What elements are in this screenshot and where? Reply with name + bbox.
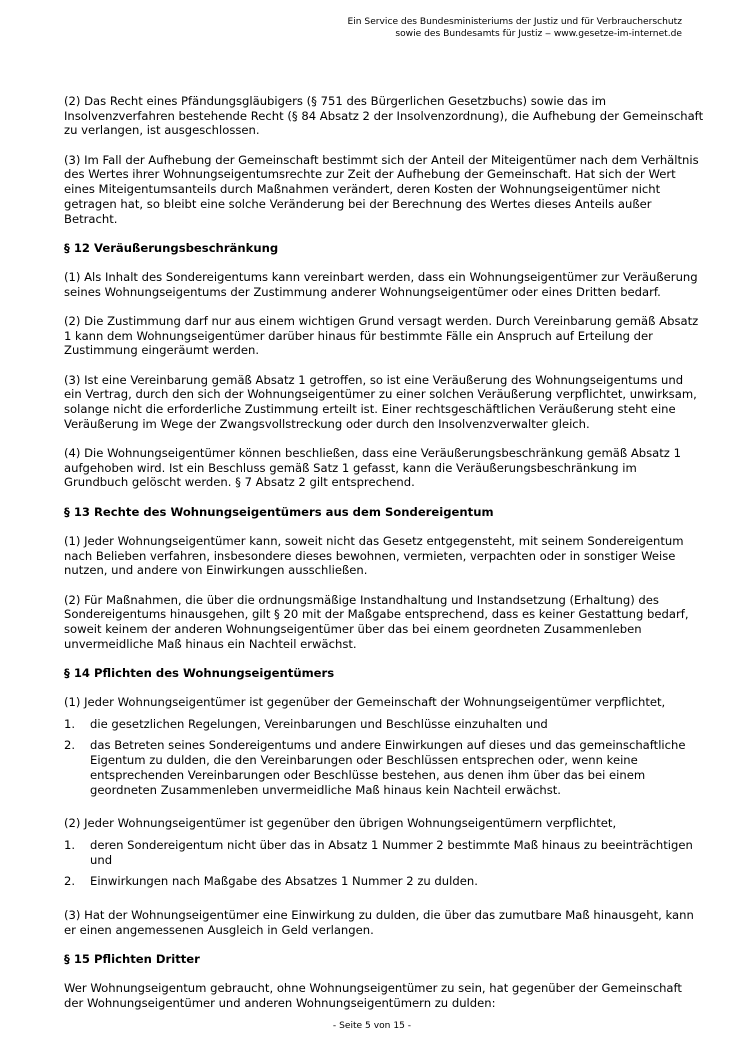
spacer — [64, 896, 704, 908]
paragraph-15: Wer Wohnungseigentum gebraucht, ohne Wohnungseigentümer zu sein, hat gegenüber der Gemeinschaft der Wohnungseigentümer und anderen Wohnungseigentümern zu dulden: — [64, 981, 682, 1010]
paragraph-14-3: (3) Hat der Wohnungseigentümer eine Einwirkung zu dulden, die über das zumutbare Maß hinausgeht, kann er einen angemessenen Ausgleich in Geld verlangen. — [64, 908, 694, 937]
paragraph-12-4: (4) Die Wohnungseigentümer können beschließen, dass eine Veräußerungsbeschränkung gemäß Absatz 1 aufgehoben wird. Ist ein Beschluss gemäß Satz 1 gefasst, kann die Veräußerungsbeschränkung im Grundbuch gelöscht werden. § 7 Absatz 2 gilt entsprechend. — [64, 446, 681, 490]
header-line-2: sowie des Bundesamts für Justiz ‒ www.gesetze-im-internet.de — [395, 29, 682, 39]
list-item-number: 2. — [64, 874, 76, 889]
list-item — [64, 838, 704, 867]
list-item-number: 1. — [64, 837, 76, 852]
page-header — [82, 16, 682, 40]
paragraph-14-1: (1) Jeder Wohnungseigentümer ist gegenüber der Gemeinschaft der Wohnungseigentümer verpflichtet, — [64, 695, 666, 710]
list-14-2 — [64, 838, 704, 889]
list-item-text: das Betreten seines Sondereigentums und andere Einwirkungen auf dieses und das gemeinschaftliche Eigentum zu dulden, die den Vereinbarungen oder Beschlüssen entsprechen oder, wenn keine entsprechenden Vereinbarungen oder Beschlüsse bestehen, aus denen ihm über das bei einem geordneten Zusammenleben unvermeidliche Maß hinaus kein Nachteil erwächst. — [90, 738, 686, 797]
section-heading-13: § 13 Rechte des Wohnungseigentümers aus dem Sondereigentum — [64, 504, 494, 519]
section-heading-15: § 15 Pflichten Dritter — [64, 952, 200, 967]
list-item-text: deren Sondereigentum nicht über das in Absatz 1 Nummer 2 bestimmte Maß hinaus zu beeinträchtigen und — [90, 837, 693, 867]
paragraph-13-2: (2) Für Maßnahmen, die über die ordnungsmäßige Instandhaltung und Instandsetzung (Erhaltung) des Sondereigentums hinausgehen, gilt § 20 mit der Maßgabe entsprechend, dass es keiner Gestattung bedarf, soweit keinem der anderen Wohnungseigentümer über das bei einem geordneten Zusammenleben unvermeidliche Maß hinaus ein Nachteil erwächst. — [64, 592, 689, 651]
section-heading-12: § 12 Veräußerungsbeschränkung — [64, 240, 279, 255]
list-item — [64, 717, 704, 732]
list-item — [64, 874, 704, 889]
section-heading-14: § 14 Pflichten des Wohnungseigentümers — [64, 665, 335, 680]
page-number: - Seite 5 von 15 - — [332, 1021, 412, 1031]
list-item-number: 1. — [64, 716, 76, 731]
paragraph-11-3: (3) Im Fall der Aufhebung der Gemeinschaft bestimmt sich der Anteil der Miteigentümer nach dem Verhältnis des Wertes ihrer Wohnungseigentumsrechte zur Zeit der Aufhebung der Gemeinschaft. Hat sich der Wert eines Miteigentumsanteils durch Maßnahmen verändert, deren Kosten der Wohnungseigentümer nicht getragen hat, so bleibt eine solche Veränderung bei der Berechnung des Wertes dieses Anteils außer Betracht. — [64, 152, 699, 226]
paragraph-14-2: (2) Jeder Wohnungseigentümer ist gegenüber den übrigen Wohnungseigentümern verpflichtet, — [64, 816, 617, 831]
list-item-number: 2. — [64, 738, 76, 753]
list-item-text: Einwirkungen nach Maßgabe des Absatzes 1 Nummer 2 zu dulden. — [90, 874, 478, 889]
paragraph-12-3: (3) Ist eine Vereinbarung gemäß Absatz 1 getroffen, so ist eine Veräußerung des Wohnungseigentums und ein Vertrag, durch den sich der Wohnungseigentümer zu einer solchen Veräußerung verpflichtet, unwirksam, solange nicht die erforderliche Zustimmung erteilt ist. Einer rechtsgeschäftlichen Veräußerung steht eine Veräußerung im Wege der Zwangsvollstreckung oder durch den Insolvenzverwalter gleich. — [64, 372, 697, 431]
list-14-1 — [64, 717, 704, 798]
list-item — [64, 738, 704, 797]
paragraph-11-2: (2) Das Recht eines Pfändungsgläubigers (§ 751 des Bürgerlichen Gesetzbuchs) sowie das im Insolvenzverfahren bestehende Recht (§ 84 Absatz 2 der Insolvenzordnung), die Aufhebung der Gemeinschaft zu verlangen, ist ausgeschlossen. — [64, 94, 704, 138]
paragraph-12-1: (1) Als Inhalt des Sondereigentums kann vereinbart werden, dass ein Wohnungseigentümer zur Veräußerung seines Wohnungseigentums der Zustimmung anderer Wohnungseigentümer oder eines Dritten bedarf. — [64, 269, 698, 299]
document-body — [64, 94, 704, 1025]
spacer — [64, 804, 704, 816]
page-footer — [0, 1021, 744, 1031]
paragraph-13-1: (1) Jeder Wohnungseigentümer kann, soweit nicht das Gesetz entgegensteht, mit seinem Sondereigentum nach Belieben verfahren, insbesondere dieses bewohnen, vermieten, verpachten oder in sonstiger Weise nutzen, und andere von Einwirkungen ausschließen. — [64, 533, 684, 578]
header-line-1: Ein Service des Bundesministeriums der Justiz und für Verbraucherschutz — [347, 17, 682, 27]
list-item-text: die gesetzlichen Regelungen, Vereinbarungen und Beschlüsse einzuhalten und — [90, 716, 548, 731]
paragraph-12-2: (2) Die Zustimmung darf nur aus einem wichtigen Grund versagt werden. Durch Vereinbarung gemäß Absatz 1 kann dem Wohnungseigentümer darüber hinaus für bestimmte Fälle ein Anspruch auf Erteilung der Zustimmung eingeräumt werden. — [64, 313, 699, 358]
